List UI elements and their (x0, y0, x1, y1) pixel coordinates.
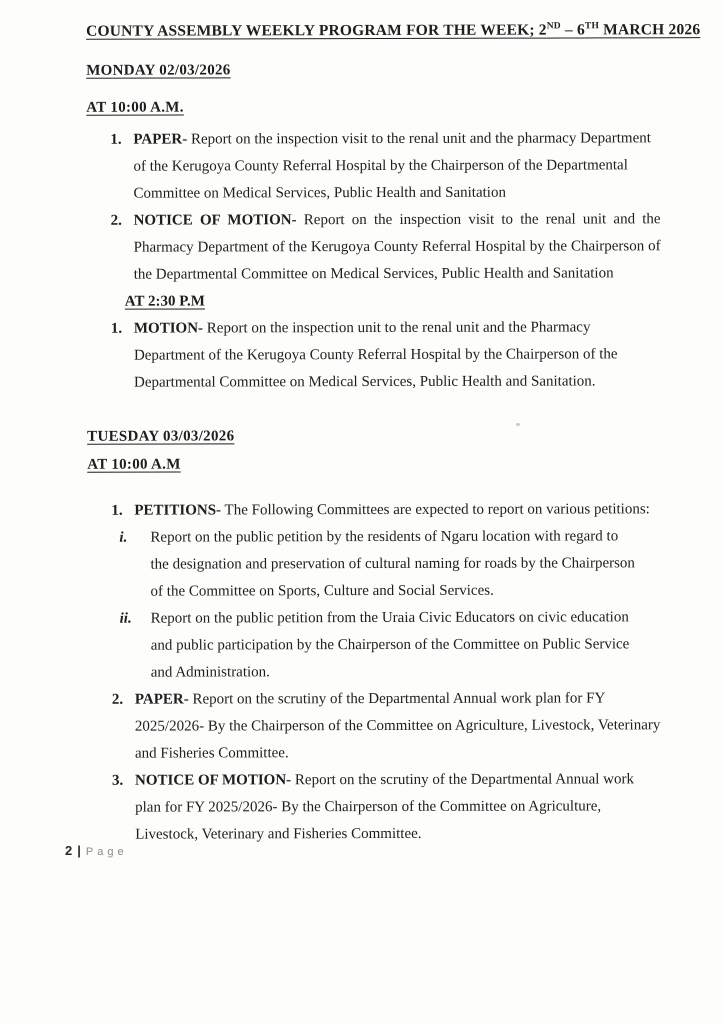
item-label: NOTICE OF MOTION- (133, 212, 297, 229)
list-item (88, 766, 662, 849)
item-label: PAPER- (134, 691, 189, 708)
list-item (87, 496, 661, 525)
item-text: PAPER- Report on the scrutiny of the Departmental Annual work plan for FY 2025/2026- By the Chairperson of the Committee on Agriculture, Livestock, Veterinary and Fisheries Committee. (134, 690, 661, 762)
item-number: 3. (112, 772, 124, 789)
sub-item-number: i. (119, 529, 128, 546)
item-number: 1. (111, 502, 123, 519)
monday-heading: MONDAY 02/03/2026 (86, 62, 231, 79)
title-superscript-nd: ND (546, 21, 561, 32)
sub-list-item (88, 604, 662, 687)
item-number: 1. (110, 131, 122, 148)
page-footer (65, 843, 128, 858)
footer-separator: | (77, 843, 81, 858)
item-label: PAPER- (133, 131, 188, 148)
tuesday-list (87, 496, 662, 849)
monday-morning-time: AT 10:00 A.M. (86, 99, 184, 116)
list-item (88, 685, 662, 768)
document-title (86, 20, 701, 42)
sub-list-item (87, 523, 661, 606)
item-text: NOTICE OF MOTION- Report on the inspection visit to the renal unit and the Pharmacy Department of the Kerugoya County Referral Hospital by the Chairperson of the Departmental Committee on Medical Services, Public Health and Sanitation (133, 211, 661, 283)
sub-item-text: Report on the public petition from the Uraia Civic Educators on civic education and public participation by the Chairperson of the Committee on Public Service and Administration. (150, 609, 630, 681)
scan-artifact (516, 423, 520, 426)
title-text: COUNTY ASSEMBLY WEEKLY PROGRAM FOR THE WEEK; 2 (86, 21, 547, 40)
item-number: 2. (111, 691, 124, 708)
item-number: 2. (110, 212, 122, 229)
page-number: 2 (65, 843, 73, 858)
sub-item-number: ii. (119, 610, 132, 627)
item-text: MOTION- Report on the inspection unit to the renal unit and the Pharmacy Department of the Kerugoya County Referral Hospital by the Chairperson of the Departmental Committee on Medical Services, Public Health and Sanitation. (133, 319, 618, 391)
tuesday-morning-time: AT 10:00 A.M (87, 456, 181, 473)
monday-morning-list (86, 125, 660, 289)
monday-afternoon-time: AT 2:30 P.M (124, 293, 205, 310)
title-superscript-th: TH (584, 21, 600, 32)
sub-item-text: Report on the public petition by the residents of Ngaru location with regard to the designation and preservation of cultural naming for roads by the Chairperson of the Committee on Sports, Culture and Social Services. (150, 528, 635, 600)
tuesday-heading: TUESDAY 03/03/2026 (87, 428, 235, 445)
monday-afternoon-list (87, 314, 661, 397)
title-text-mid: – 6 (560, 21, 585, 39)
item-text: NOTICE OF MOTION- Report on the scrutiny of the Departmental Annual work plan for FY 2025/2026- By the Chairperson of the Committee on Agriculture, Livestock, Veterinary and Fisheries Committee. (135, 771, 635, 843)
item-label: MOTION- (133, 320, 204, 337)
title-text-suffix: MARCH 2026 (599, 21, 701, 39)
item-text: PAPER- Report on the inspection visit to the renal unit and the pharmacy Department of the Kerugoya County Referral Hospital by the Chairperson of the Departmental Committee on Medical Services, Public Health and Sanitation (133, 130, 651, 202)
item-label: PETITIONS- (134, 502, 222, 519)
list-item (86, 125, 660, 208)
item-label: NOTICE OF MOTION- (135, 772, 292, 789)
list-item (87, 206, 661, 289)
item-number: 1. (110, 320, 123, 337)
page-label: Page (85, 846, 128, 858)
list-item (87, 314, 661, 397)
item-text: PETITIONS- The Following Committees are expected to report on various petitions: (134, 501, 650, 519)
